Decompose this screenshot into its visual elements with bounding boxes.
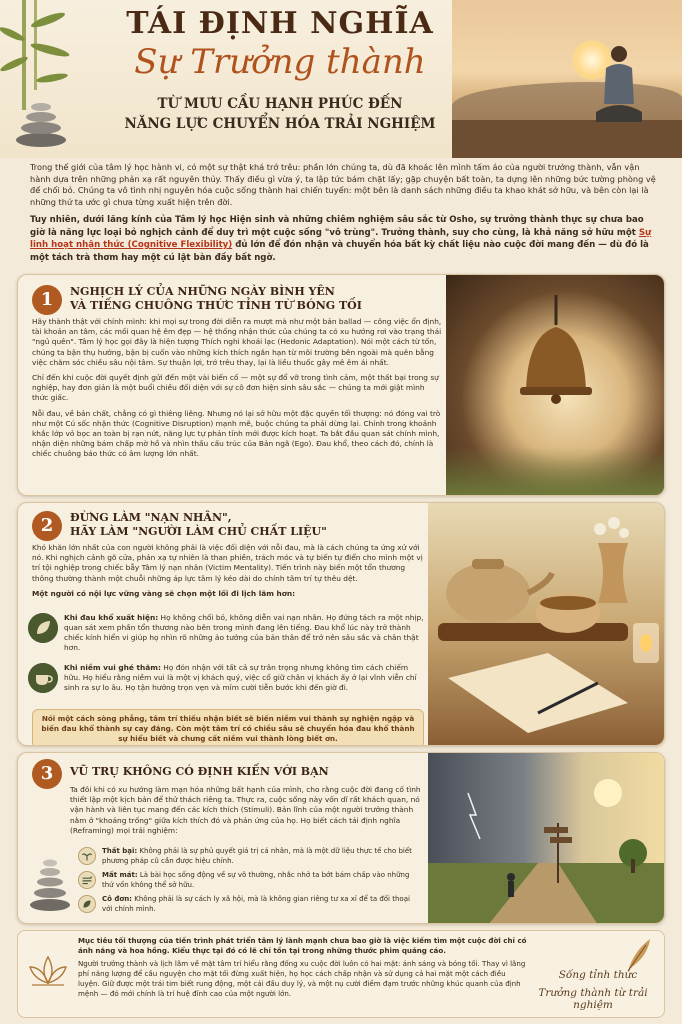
section-3-card xyxy=(17,752,665,924)
item-title: Khi niềm vui ghé thăm: xyxy=(64,663,161,672)
section-paragraph: Hãy thành thật với chính mình: khi mọi sự trong đời diễn ra mượt mà như một bản ballad — công việc ổn định, tài khoản an tâm, các mối quan hệ êm đẹp — hệ thống nhận thức của chúng ta có xu hướng rơi vào trạng thái "ngủ quên". Tâm lý học gọi đây là hiện tượng Thích nghi khoái lạc (Hedonic Adaptation). Nói một cách từ tốn, chúng ta bận thụ hưởng, bận bị cuốn vào những kích thích ngắn hạn từ môi trường bên ngoài mà quên bẵng việc chăm sóc chiều sâu nội tâm. Sự thuận lợi, trớ trêu thay, lại là liều thuốc gây mê êm ái nhất. xyxy=(32,317,442,367)
hero-banner xyxy=(0,0,682,158)
section-2-card xyxy=(17,502,665,746)
item-text: Họ không chối bỏ, không diễn vai nạn nhân. Họ đứng tách ra một nhịp, quan sát xem phần tổn thương nào bên trong mình đang lên tiếng. Đau khổ lúc này trở thành chiếc kính hiển vi giúp họ nhìn rõ những ảo tưởng của bản thân để trở nên sâu sắc và chân thật hơn. xyxy=(64,613,424,652)
conclusion-section xyxy=(17,930,665,1018)
section-1-card xyxy=(17,274,665,496)
wooden-deck xyxy=(452,120,682,158)
section-paragraph: Ta đôi khi có xu hướng làm mạn hóa những bất hạnh của mình, cho rằng cuộc đời đang cố tình thiết lập một kịch bản để thử thách riêng ta. Thực ra, cuộc sống này vốn dĩ rất khách quan, nó vận hành và liên tục mang đến các kích thích (Stimuli). Bản lĩnh của một người trưởng thành nằm ở "khoảng trống" giữa kích thích đó và phản ứng của họ. Họ biết cách tái định nghĩa (Reframing) mọi trải nghiệm: xyxy=(70,785,421,835)
section-title: VŨ TRỤ KHÔNG CÓ ĐỊNH KIẾN VỚI BẠN xyxy=(70,765,329,778)
section-body xyxy=(70,785,424,841)
lotus-icon xyxy=(26,953,70,989)
intro-paragraph-1: Trong thế giới của tâm lý học hành vi, có một sự thật khá trớ trêu: phần lớn chúng ta, dù đã khoác lên mình tấm áo của người trưởng thành, vẫn vận hành dựa trên những phản xạ rất nguyên thủy. Thấy điều gì vừa ý, ta lập tức bám chặt lấy; gặp chuyện bất toàn, ta dựng lên những bức tường phòng vệ để chối bỏ. Chúng ta vô tình nhị nguyên hóa cuộc sống thành hai chiến tuyến: một bên là danh sách những điều ta khao khát sở hữu, và bên còn lại là những thứ ta ước gì chưa từng xuất hiện trên đời. xyxy=(30,162,656,207)
tea-cup-icon xyxy=(28,663,58,693)
section-number: 3 xyxy=(32,759,62,789)
item-text: Là bài học sống động về sự vô thường, nhắc nhở ta bớt bám chấp vào những thứ vốn không thể sở hữu. xyxy=(102,871,410,889)
list-item xyxy=(78,895,424,919)
list-item xyxy=(78,847,424,871)
storm-to-sunshine-image xyxy=(428,753,665,924)
intro-paragraph-2 xyxy=(30,214,660,264)
leaf-icon xyxy=(28,613,58,643)
intro-section xyxy=(30,162,660,270)
section-body xyxy=(32,543,424,604)
intro-p2-text-a: Tuy nhiên, dưới lăng kính của Tâm lý học Hiện sinh và những chiêm nghiệm sâu sắc từ Osho, sự trưởng thành thực sự chưa bao giờ là năng lực loại bỏ nghịch cảnh để duy trì một cuộc sống "vô trùng". Trưởng thành, suy cho cùng, là khả năng sở hữu một xyxy=(30,215,644,238)
zen-stones-icon xyxy=(14,92,68,148)
section-title-line-2: HÃY LÀM "NGƯỜI LÀM CHỦ CHẤT LIỆU" xyxy=(70,525,327,538)
list-item xyxy=(28,613,424,659)
conclusion-paragraph-1: Mục tiêu tối thượng của tiến trình phát triển tâm lý lành mạnh chưa bao giờ là việc kiếm tìm một cuộc đời chỉ có ánh nắng và hoa hồng. Kiểu thực tại đó có lẽ chỉ tồn tại trong những thước phim quảng cáo. xyxy=(78,936,527,955)
item-title: Thất bại: xyxy=(102,847,138,855)
intro-p2-text-b: đủ lớn để đón nhận và chuyển hóa bất kỳ chất liệu nào cuộc đời mang đến — dù đó là một tách trà thơm hay một cú lật bàn đầy bất ngờ. xyxy=(30,240,649,263)
item-title: Cô đơn: xyxy=(102,895,132,903)
item-title: Khi đau khổ xuất hiện: xyxy=(64,613,159,622)
section-number: 1 xyxy=(32,285,62,315)
road-landscape-illustration xyxy=(428,753,665,924)
page-subtitle xyxy=(90,94,470,134)
item-text: Không phải là sự cách ly xã hội, mà là không gian riêng tư xa xỉ để ta đối thoại với chính mình. xyxy=(102,895,410,913)
key-quote: Nói một cách sòng phẳng, tâm trí thiếu nhận biết sẽ biến niềm vui thành sự nghiện ngập và biến đau khổ thành sự cay đắng. Còn một tâm trí có chiều sâu sẽ chuyển hóa đau khổ thành sự hiểu biết và chưng cất niềm vui thành lòng biết ơn. xyxy=(32,709,424,746)
item-text: Không phải là sự phủ quyết giá trị cá nhân, mà là một dữ liệu thực tế cho biết phương pháp cũ cần được hiệu chỉnh. xyxy=(102,847,412,865)
zen-stones-icon xyxy=(28,843,72,913)
section-title-line-1: NGHỊCH LÝ CỦA NHỮNG NGÀY BÌNH YÊN xyxy=(70,285,335,298)
bell-icon xyxy=(506,295,606,405)
section-paragraph: Nỗi đau, về bản chất, chẳng có gì thiêng liêng. Nhưng nó lại sở hữu một đặc quyền tối thượng: nó đóng vai trò như một Cú sốc nhận thức (Cognitive Disruption) mạnh mẽ, buộc chúng ta phải dừng lại. Chính trong khoảnh khắc lớp vỏ bọc an toàn bị rạn nứt, năng lực tự phản tỉnh mới được kích hoạt. Ta bắt đầu quan sát chính mình, nhận diện những bám chấp mờ hồ và nhìn thấu cấu trúc của Bản ngã (Ego). Đau khổ, theo cách đó, chính là chiếc chuông báo thức có âm lượng lớn nhất. xyxy=(32,408,441,459)
conclusion-paragraph-2: Người trưởng thành và lịch lãm về mặt tâm trí hiểu rằng đống xu cuộc đời luôn có hai mặt: ánh sáng và bóng tối. Thay vì lãng phí năng lượng để cầu nguyện cho mặt tối đừng xuất hiện, họ học cách chấp nhận và sử dụng cả hai mặt một cách điều luyện. Giữ được một trái tim biết rung động, một cái đầu duy lý, và một nụ cười điềm đạm trước những khúc quanh của định mệnh — đó mới chính là trí huệ đỉnh cao của một người lớn. xyxy=(78,959,526,998)
item-title: Mất mát: xyxy=(102,871,138,879)
conclusion-text xyxy=(78,936,528,1002)
page-title-script: Sự Trưởng thành xyxy=(134,42,426,82)
intro-highlight: Sự linh hoạt nhận thức (Cognitive Flexibility) xyxy=(30,227,652,250)
feather-quill-icon xyxy=(624,937,654,973)
tea-still-life-image xyxy=(428,503,665,746)
section-title xyxy=(70,511,410,539)
list-item xyxy=(78,871,424,895)
tea-set-illustration xyxy=(428,503,665,746)
section-number: 2 xyxy=(32,511,62,541)
meditating-person-icon xyxy=(594,42,644,128)
subtitle-line-2: NĂNG LỰC CHUYỂN HÓA TRẢI NGHIỆM xyxy=(124,116,436,132)
signature-line-2: Trưởng thành từ trải nghiệm xyxy=(538,987,648,1011)
section-title xyxy=(70,285,400,313)
page-title: TÁI ĐỊNH NGHĨA xyxy=(126,6,434,41)
section-paragraph: Khó khăn lớn nhất của con người không phải là việc đối diện với nỗi đau, mà là cách chúng ta ứng xử với nó. Khi nghịch cảnh gõ cửa, phản xạ tự nhiên là than phiền, trách móc và tự biến tự điển cho mình một vị trí tội nghiệp trong chiếc bẫy Tâm lý nạn nhân (Victim Mentality). Tiến trình này biến một tổn thương thông thường thành một chuỗi những áp lực tâm lý kéo dài do chính tâm trí tự thêu dệt. xyxy=(32,543,423,583)
subtitle-line-1: TỪ MƯU CẦU HẠNH PHÚC ĐẾN xyxy=(157,96,403,112)
stone-arch-image xyxy=(446,275,665,496)
section-title-line-1: ĐỪNG LÀM "NẠN NHÂN", xyxy=(70,511,232,524)
wind-icon xyxy=(78,871,96,889)
item-text: Họ đón nhận với tất cả sự trân trọng nhưng không tìm cách chiếm hữu. Họ hiểu rằng niềm vui là một vị khách quý, việc cố giữ chân vị khách ấy ở lại vĩnh viễn chỉ sinh ra sự lo âu. Họ tận hưởng trọn vẹn và mỉm cười tiễn bước khi đến giờ đi. xyxy=(64,663,417,692)
section-title-line-2: VÀ TIẾNG CHUÔNG THỨC TỈNH TỪ BÓNG TỐI xyxy=(70,299,362,312)
section-body xyxy=(32,317,442,465)
section-lead: Một người có nội lực vững vàng sẽ chọn một lối đi lịch lãm hơn: xyxy=(32,588,296,598)
section-paragraph: Chỉ đến khi cuộc đời quyết định gửi đến một vài biến cố — một sự đổ vỡ trong tình cảm, một thất bại trong sự nghiệp, hay đơn giản là một buổi chiều đối diện với sự cô đơn hiện sinh sâu sắc — chúng ta mới giật mình thức giấc. xyxy=(32,373,439,403)
seedling-icon xyxy=(78,847,96,865)
signature-line-1: Sống tỉnh thức xyxy=(558,969,638,981)
list-item xyxy=(28,663,424,709)
leaf-icon xyxy=(78,895,96,913)
